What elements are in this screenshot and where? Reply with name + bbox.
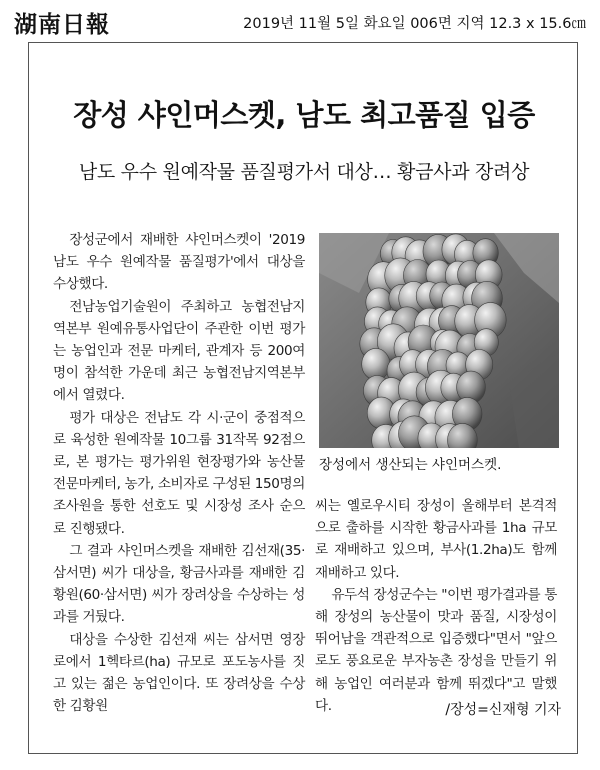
body-paragraph: 그 결과 샤인머스켓을 재배한 김선재(35·삼서면) 씨가 대상을, 황금사과를 재배한 김황원(60·삼서면) 씨가 장려상을 수상하는 성과를 거뒀다. <box>53 542 305 626</box>
article-body-left-column <box>53 229 305 717</box>
article-headline: 장성 샤인머스켓, 남도 최고품질 입증 <box>73 98 535 132</box>
grape-cluster-image <box>319 233 559 448</box>
body-paragraph: 평가 대상은 전남도 각 시·군이 중점적으로 육성한 원예작물 10그룹 31작목 92점으로, 본 평가는 평가위원 현장평가와 농산물전문마케터, 농가, 소비자로 구성된 150명의 조사원을 통한 선호도 및 시장성 조사 순으로 진행됐다. <box>53 409 305 537</box>
photo-caption: 장성에서 생산되는 샤인머스켓. <box>319 457 502 473</box>
grape-cluster-photo <box>319 233 559 448</box>
body-paragraph: 대상을 수상한 김선재 씨는 삼서면 영장로에서 1헥타르(ha) 규모로 포도농사를 짓고 있는 젊은 농업인이다. 또 장려상을 수상한 김황원 <box>53 631 305 715</box>
body-paragraph: 씨는 옐로우시티 장성이 올해부터 본격적으로 출하를 시작한 황금사과를 1ha 규모로 재배하고 있으며, 부사(1.2ha)도 함께 재배하고 있다. <box>315 498 557 581</box>
body-paragraph: 전남농업기술원이 주최하고 농협전남지역본부 원예유통사업단이 주관한 이번 평가는 농업인과 전문 마케터, 관계자 등 200여 명이 참석한 가운데 최근 농협전남지역본부에서 열렸다. <box>53 298 305 404</box>
newspaper-name: 湖南日報 <box>14 11 110 38</box>
article-clipping <box>28 42 578 754</box>
article-body-right-column <box>315 495 557 717</box>
body-paragraph: 장성군에서 재배한 샤인머스켓이 '2019 남도 우수 원예작물 품질평가'에서 대상을 수상했다. <box>53 232 305 293</box>
masthead <box>0 0 600 38</box>
article-byline: /장성=신재형 기자 <box>445 702 561 718</box>
body-paragraph: 유두석 장성군수는 "이번 평가결과를 통해 장성의 농산물이 맛과 품질, 시장성이 뛰어남을 객관적으로 입증했다"면서 "앞으로도 풍요로운 부자농촌 장성을 만들기 위해 농업인 여러분과 함께 뛰겠다"고 말했다. <box>315 586 557 714</box>
publication-info: 2019년 11월 5일 화요일 006면 지역 12.3 x 15.6㎝ <box>243 16 586 32</box>
article-subheadline: 남도 우수 원예작물 품질평가서 대상… 황금사과 장려상 <box>78 161 530 183</box>
